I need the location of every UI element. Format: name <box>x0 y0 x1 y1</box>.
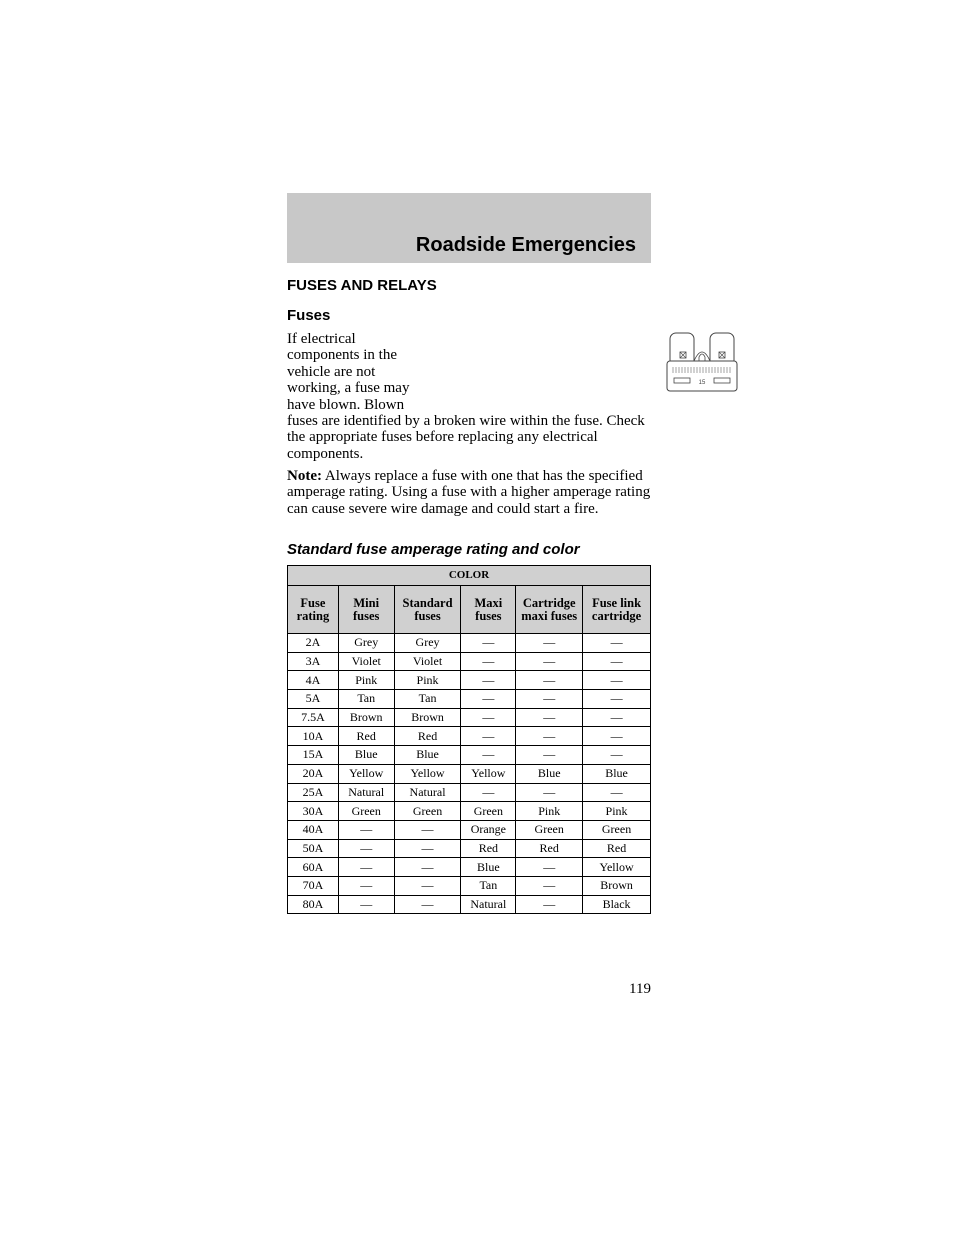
table-cell: 80A <box>288 895 339 914</box>
table-cell: — <box>516 858 583 877</box>
table-cell: 15A <box>288 746 339 765</box>
table-cell: — <box>394 858 461 877</box>
table-row <box>288 634 651 653</box>
table-cell: — <box>461 727 516 746</box>
sub-heading: Fuses <box>287 307 331 324</box>
table-cell: Yellow <box>583 858 651 877</box>
table-cell: Green <box>516 820 583 839</box>
table-cell: — <box>583 652 651 671</box>
table-cell: Blue <box>583 764 651 783</box>
table-cell: — <box>461 690 516 709</box>
table-cell: Tan <box>338 690 394 709</box>
table-cell: Red <box>394 727 461 746</box>
table-cell: Pink <box>516 802 583 821</box>
table-cell: Yellow <box>338 764 394 783</box>
table-body <box>288 634 651 914</box>
table-cell: Violet <box>338 652 394 671</box>
table-cell: 3A <box>288 652 339 671</box>
table-row <box>288 764 651 783</box>
table-cell: Blue <box>338 746 394 765</box>
table-cell: — <box>394 895 461 914</box>
table-cell: — <box>516 690 583 709</box>
column-header: Fuse rating <box>288 586 339 634</box>
table-cell: — <box>516 783 583 802</box>
column-header: Standard fuses <box>394 586 461 634</box>
note-paragraph <box>287 468 653 517</box>
table-cell: — <box>394 839 461 858</box>
column-header-row <box>288 586 651 634</box>
table-row <box>288 820 651 839</box>
table-cell: Natural <box>461 895 516 914</box>
table-cell: Blue <box>394 746 461 765</box>
section-heading: FUSES AND RELAYS <box>287 277 437 294</box>
column-header: Mini fuses <box>338 586 394 634</box>
table-cell: Pink <box>583 802 651 821</box>
color-group-header: COLOR <box>288 566 651 586</box>
table-row <box>288 652 651 671</box>
table-cell: Tan <box>461 876 516 895</box>
table-cell: — <box>394 876 461 895</box>
table-row <box>288 895 651 914</box>
table-cell: — <box>338 876 394 895</box>
table-cell: 2A <box>288 634 339 653</box>
table-row <box>288 839 651 858</box>
table-cell: Green <box>394 802 461 821</box>
table-cell: — <box>516 876 583 895</box>
table-cell: 50A <box>288 839 339 858</box>
table-cell: — <box>516 652 583 671</box>
table-cell: 70A <box>288 876 339 895</box>
table-cell: — <box>461 634 516 653</box>
table-cell: 25A <box>288 783 339 802</box>
table-row <box>288 727 651 746</box>
table-cell: Red <box>583 839 651 858</box>
table-cell: — <box>516 671 583 690</box>
table-cell: — <box>461 708 516 727</box>
table-cell: 5A <box>288 690 339 709</box>
table-cell: Brown <box>583 876 651 895</box>
table-cell: Green <box>461 802 516 821</box>
table-cell: Blue <box>461 858 516 877</box>
table-cell: — <box>516 708 583 727</box>
table-cell: — <box>583 746 651 765</box>
page-number: 119 <box>629 981 651 997</box>
column-header: Cartridge maxi fuses <box>516 586 583 634</box>
table-caption: Standard fuse amperage rating and color <box>287 541 580 558</box>
fuse-icon <box>666 331 738 393</box>
column-header: Fuse link cartridge <box>583 586 651 634</box>
table-row <box>288 858 651 877</box>
table-cell: Grey <box>394 634 461 653</box>
note-label: Note: <box>287 468 322 484</box>
table-cell: Green <box>583 820 651 839</box>
table-row <box>288 708 651 727</box>
table-cell: 60A <box>288 858 339 877</box>
table-cell: Black <box>583 895 651 914</box>
chapter-title: Roadside Emergencies <box>415 234 636 256</box>
table-cell: — <box>516 895 583 914</box>
table-cell: — <box>516 746 583 765</box>
table-cell: Tan <box>394 690 461 709</box>
table-cell: — <box>583 634 651 653</box>
table-cell: — <box>394 820 461 839</box>
table-cell: Violet <box>394 652 461 671</box>
fuse-rating-label: 15 <box>698 380 706 386</box>
intro-text: If electrical components in the vehicle are not working, a fuse may have blown. Blown fuses are identified by a broken wire within the fuse. Check the appropriate fuses before replacing any electrical components. <box>287 331 645 462</box>
chapter-header <box>287 193 651 263</box>
table-cell: — <box>338 858 394 877</box>
table-row <box>288 746 651 765</box>
table-cell: — <box>461 746 516 765</box>
table-cell: — <box>516 634 583 653</box>
table-cell: — <box>583 783 651 802</box>
table-cell: 10A <box>288 727 339 746</box>
table-cell: — <box>583 671 651 690</box>
table-cell: 20A <box>288 764 339 783</box>
table-cell: Yellow <box>461 764 516 783</box>
table-cell: — <box>338 839 394 858</box>
table-cell: Natural <box>338 783 394 802</box>
table-cell: — <box>583 727 651 746</box>
column-header: Maxi fuses <box>461 586 516 634</box>
table-cell: Yellow <box>394 764 461 783</box>
table-cell: — <box>461 783 516 802</box>
note-text: Always replace a fuse with one that has the specified amperage rating. Using a fuse with a higher amperage rating can cause severe wire damage and could start a fire. <box>287 468 651 517</box>
table-cell: — <box>583 690 651 709</box>
table-row <box>288 876 651 895</box>
table-row <box>288 671 651 690</box>
table-row <box>288 783 651 802</box>
table-cell: 4A <box>288 671 339 690</box>
fuse-illustration <box>431 331 706 409</box>
table-cell: Pink <box>338 671 394 690</box>
table-cell: 40A <box>288 820 339 839</box>
table-cell: 7.5A <box>288 708 339 727</box>
table-cell: — <box>461 671 516 690</box>
table-cell: Orange <box>461 820 516 839</box>
table-cell: Red <box>516 839 583 858</box>
table-row <box>288 802 651 821</box>
table-cell: Brown <box>338 708 394 727</box>
fuse-color-table <box>287 565 651 914</box>
table-cell: Pink <box>394 671 461 690</box>
table-cell: Red <box>461 839 516 858</box>
table-cell: Green <box>338 802 394 821</box>
table-cell: 30A <box>288 802 339 821</box>
intro-paragraph <box>287 331 706 462</box>
table-cell: — <box>338 820 394 839</box>
table-row <box>288 690 651 709</box>
table-cell: — <box>461 652 516 671</box>
table-cell: — <box>516 727 583 746</box>
table-cell: — <box>583 708 651 727</box>
table-cell: — <box>338 895 394 914</box>
table-cell: Grey <box>338 634 394 653</box>
table-cell: Brown <box>394 708 461 727</box>
table-cell: Natural <box>394 783 461 802</box>
table-cell: Blue <box>516 764 583 783</box>
table-cell: Red <box>338 727 394 746</box>
